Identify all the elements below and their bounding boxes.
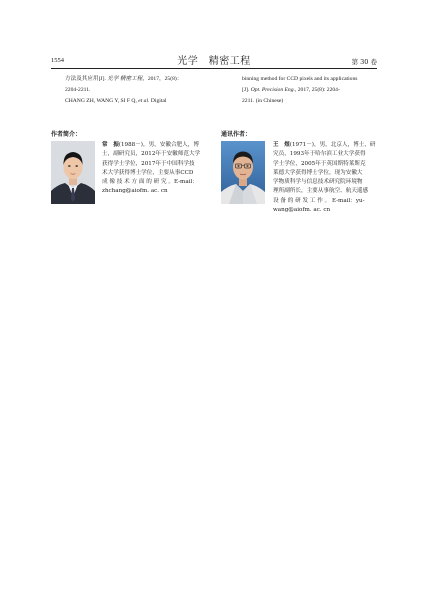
reference-line bbox=[65, 85, 225, 96]
bio-line bbox=[102, 141, 212, 150]
reference-text-run: , 2017, 25(8): 2204- bbox=[294, 87, 340, 93]
reference-text-run: 2211. (in Chinese) bbox=[242, 98, 284, 104]
bio-line bbox=[273, 206, 385, 215]
reference-text-run: et al bbox=[138, 98, 149, 104]
bio-line-text: wang@aiofm. ac. cn bbox=[273, 207, 331, 214]
header-rule bbox=[51, 68, 377, 69]
reference-text-run: ，2017，25(8)： bbox=[142, 76, 183, 82]
bio-line bbox=[102, 178, 212, 187]
bio-line-text: 学士学位，2005年于英国斯特莱斯克 bbox=[273, 160, 366, 167]
bio-line-text: 成 像 技 术 方 面 的 研 究 。E-mail： bbox=[102, 179, 198, 186]
reference-line bbox=[242, 85, 382, 96]
bio-line-text: (1971－)，男，北京人，博士，研 bbox=[289, 142, 376, 148]
page-number: 1554 bbox=[51, 57, 64, 64]
reference-text-run: binning method for CCD pixels and its applications bbox=[242, 76, 358, 82]
reference-text-run: . Digital bbox=[148, 98, 167, 104]
bio-line bbox=[102, 169, 212, 178]
author-bio-heading: 作者简介： bbox=[51, 131, 82, 138]
reference-line bbox=[242, 96, 382, 107]
bio-line bbox=[102, 150, 212, 159]
bio-line-text: (1988－)，男，安徽合肥人，博 bbox=[118, 142, 199, 148]
bio-line bbox=[273, 150, 385, 159]
bio-line-text: 究员，1993年于哈尔滨工业大学获得 bbox=[273, 151, 366, 158]
bio-line-text: 设 备 的 研 发 工 作 。 E-mail：yu- bbox=[273, 197, 365, 204]
bio-line bbox=[102, 160, 212, 169]
running-header bbox=[51, 51, 377, 69]
corresponding-bio-heading: 通讯作者： bbox=[221, 131, 252, 138]
journal-title: 光学 精密工程 bbox=[177, 56, 251, 67]
bio-name: 王 煜 bbox=[273, 142, 290, 148]
reference-text-run: [J]. bbox=[242, 87, 251, 93]
reference-text-run: 光学 精密工程 bbox=[107, 76, 143, 82]
bio-line bbox=[102, 187, 212, 196]
corresponding-author-portrait-image bbox=[221, 141, 265, 204]
bio-line-text: 士，副研究员，2012年于安徽师范大学 bbox=[102, 151, 201, 158]
reference-column-right bbox=[242, 74, 382, 107]
author-bio-text bbox=[102, 141, 212, 197]
bio-line-text: 学物质科学与信息技术研究院环境物 bbox=[273, 179, 363, 186]
reference-text-run: 2204-2211. bbox=[65, 87, 91, 93]
bio-line bbox=[273, 187, 385, 196]
bio-line bbox=[273, 141, 385, 150]
bio-line bbox=[273, 178, 385, 187]
corresponding-bio-text bbox=[273, 141, 385, 215]
volume-label: 第 30 卷 bbox=[351, 58, 377, 66]
bio-line-text: 术大学获得博士学位，主要从事CCD bbox=[102, 169, 194, 176]
author-portrait-image bbox=[51, 141, 95, 204]
bio-line bbox=[273, 197, 385, 206]
reference-line bbox=[65, 96, 225, 107]
bio-line bbox=[273, 169, 385, 178]
bio-line-text: 莱德大学获得博士学位，现为安徽大 bbox=[273, 169, 363, 176]
reference-column-left bbox=[65, 74, 225, 107]
reference-text-run: Opt. Precision Eng. bbox=[250, 87, 295, 93]
bio-name: 常 振 bbox=[102, 142, 119, 148]
reference-line bbox=[242, 74, 382, 85]
reference-line bbox=[65, 74, 225, 85]
bio-line-text: 获得学士学位，2017年于中国科学技 bbox=[102, 160, 195, 167]
bio-line bbox=[273, 160, 385, 169]
reference-text-run: 方法及其应用[J]. bbox=[65, 76, 108, 82]
bio-line-text: 理所副所长，主要从事航空、航天遥感 bbox=[273, 188, 369, 195]
corresponding-author-photo bbox=[221, 141, 265, 204]
author-photo bbox=[51, 141, 95, 204]
bio-line-text: zhchang@aiofm. ac. cn bbox=[102, 188, 168, 195]
reference-text-run: CHANG ZH, WANG Y, SI F Q, bbox=[65, 98, 139, 104]
